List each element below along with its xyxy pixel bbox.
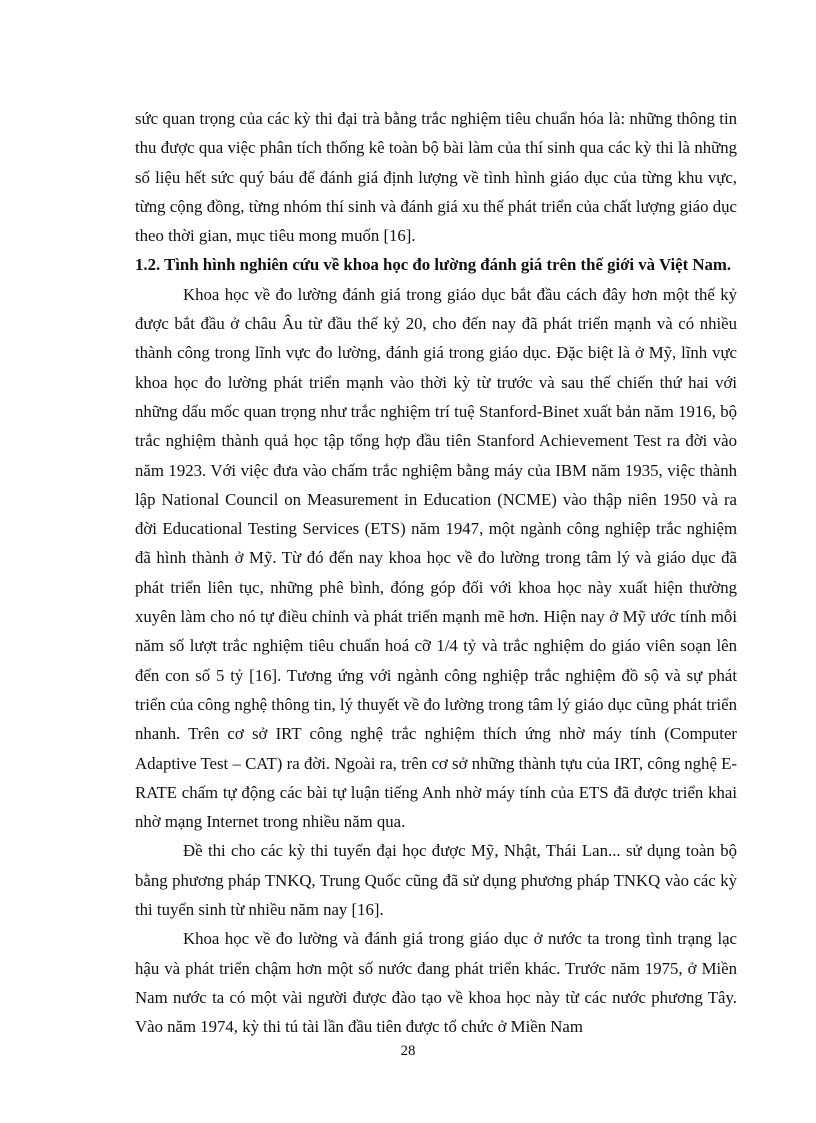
body-paragraph-3: Khoa học về đo lường và đánh giá trong giáo dục ở nước ta trong tình trạng lạc hậu và phát triển chậm hơn một số nước đang phát triển khác. Trước năm 1975, ở Miền Nam nước ta có một vài người được đào tạo về khoa học này từ các nước phương Tây. Vào năm 1974, kỳ thi tú tài lần đầu tiên được tổ chức ở Miền Nam	[135, 929, 737, 1037]
section-heading: 1.2. Tình hình nghiên cứu về khoa học đo lường đánh giá trên thế giới và Việt Nam.	[135, 255, 732, 275]
page-number: 28	[400, 1043, 416, 1059]
body-paragraph-1: Khoa học về đo lường đánh giá trong giáo dục bắt đầu cách đây hơn một thế kỷ được bắt đầu ở châu Âu từ đầu thế kỷ 20, cho đến nay đã phát triển mạnh và có nhiều thành công trong lĩnh vực đo lường, đánh giá trong giáo dục. Đặc biệt là ở Mỹ, lĩnh vực khoa học đo lường phát triển mạnh vào thời kỳ từ trước và sau thế chiến thứ hai với những dấu mốc quan trọng như trắc nghiệm trí tuệ Stanford-Binet xuất bản năm 1916, bộ trắc nghiệm thành quả học tập tổng hợp đầu tiên Stanford Achievement Test ra đời vào năm 1923. Với việc đưa vào chấm trắc nghiệm bằng máy của IBM năm 1935, việc thành lập National Council on Measurement in Education (NCME) vào thập niên 1950 và ra đời Educational Testing Services (ETS) năm 1947, một ngành công nghiệp trắc nghiệm đã hình thành ở Mỹ. Từ đó đến nay khoa học về đo lường trong tâm lý và giáo dục đã phát triển liên tục, những phê bình, đóng góp đối với khoa học này xuất hiện thường xuyên làm cho nó tự điều chỉnh và phát triển mạnh mẽ hơn. Hiện nay ở Mỹ ước tính mỗi năm số lượt trắc nghiệm tiêu chuẩn hoá cỡ 1/4 tỷ và trắc nghiệm do giáo viên soạn lên đến con số 5 tỷ [16]. Tương ứng với ngành công nghiệp trắc nghiệm đồ sộ và sự phát triển của công nghệ thông tin, lý thuyết về đo lường trong tâm lý giáo dục cũng phát triển nhanh. Trên cơ sở IRT công nghệ trắc nghiệm thích ứng nhờ máy tính (Computer Adaptive Test – CAT) ra đời. Ngoài ra, trên cơ sở những thành tựu của IRT, công nghệ E-RATE chấm tự động các bài tự luận tiếng Anh nhờ máy tính của ETS đã được triển khai nhờ mạng Internet trong nhiều năm qua.	[135, 284, 737, 832]
page-body	[135, 104, 737, 1042]
continuation-paragraph: sức quan trọng của các kỳ thi đại trà bằng trắc nghiệm tiêu chuẩn hóa là: những thông tin thu được qua việc phân tích thống kê toàn bộ bài làm của thí sinh qua các kỳ thi là những số liệu hết sức quý báu để đánh giá định lượng về tình hình giáo dục của từng khu vực, từng cộng đồng, từng nhóm thí sinh và đánh giá xu thế phát triển của chất lượng giáo dục theo thời gian, mục tiêu mong muốn [16].	[135, 109, 737, 246]
body-paragraph-2: Đề thi cho các kỳ thi tuyển đại học được Mỹ, Nhật, Thái Lan... sử dụng toàn bộ bằng phương pháp TNKQ, Trung Quốc cũng đã sử dụng phương pháp TNKQ vào các kỳ thi tuyển sinh từ nhiều năm nay [16].	[135, 841, 737, 920]
